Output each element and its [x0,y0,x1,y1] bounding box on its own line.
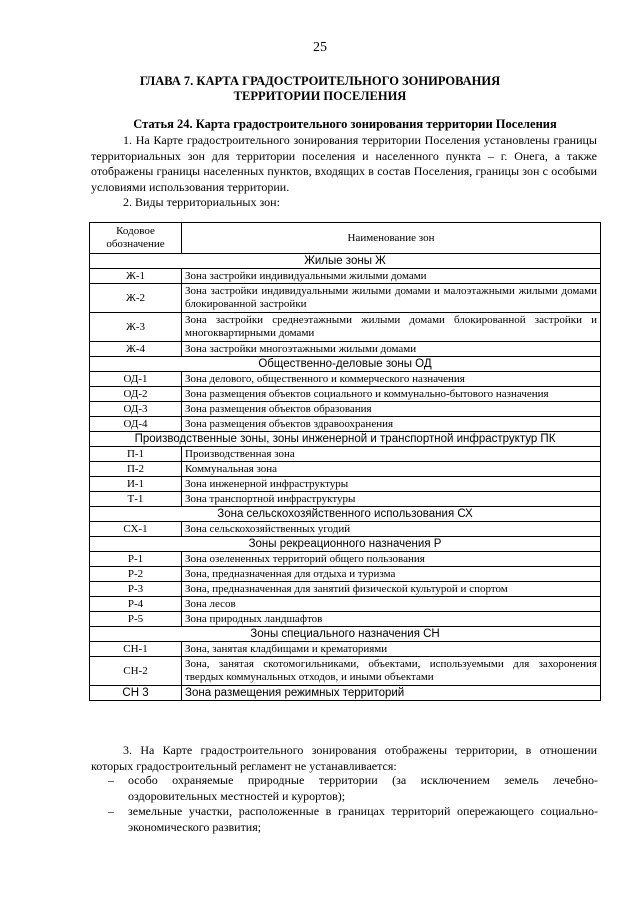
zones-table-body [90,254,601,701]
zone-name: Зона озелененных территорий общего пользования [182,552,601,567]
table-row [90,342,601,357]
dash-marker: – [108,804,114,818]
zone-name: Зона размещения режимных территорий [182,686,601,701]
zone-code: ОД-3 [90,402,182,417]
zones-table [89,222,601,701]
zone-name: Зона сельскохозяйственных угодий [182,522,601,537]
paragraph-3: 3. На Карте градостроительного зонирования отображены территории, в отношении которых градостроительный регламент не устанавливается: [91,743,597,773]
zone-name: Зона инженерной инфраструктуры [182,477,601,492]
zone-code: Р-2 [90,567,182,582]
zone-code: Р-3 [90,582,182,597]
zone-group-row [90,507,601,522]
table-row [90,402,601,417]
zone-name: Зона лесов [182,597,601,612]
table-row [90,597,601,612]
zone-code: ОД-4 [90,417,182,432]
table-row [90,582,601,597]
zone-code: Ж-4 [90,342,182,357]
zone-code: ОД-2 [90,387,182,402]
zone-code: Ж-2 [90,284,182,313]
paragraph-2: 2. Виды территориальных зон: [123,195,280,209]
zone-code: П-1 [90,447,182,462]
zone-name: Зона застройки среднеэтажными жилыми домами блокированной застройки и многоквартирными домами [182,313,601,342]
zone-name: Зона размещения объектов образования [182,402,601,417]
table-row [90,269,601,284]
table-row [90,417,601,432]
table-row [90,447,601,462]
zone-group-title: Зоны специального назначения СН [90,627,601,642]
zone-code: Ж-3 [90,313,182,342]
zone-name: Зона, предназначенная для отдыха и туризма [182,567,601,582]
zone-name: Зона, занятая кладбищами и крематориями [182,642,601,657]
zone-code: СН 3 [90,686,182,701]
article-title: Статья 24. Карта градостроительного зонирования территории Поселения [133,117,557,131]
paragraph-1: 1. На Карте градостроительного зонирования территории Поселения установлены границы территориальных зон для территории поселения и населенного пункта – г. Онега, а также отображены границы населенных пунктов, входящих в состав Поселения, границы зон с особыми условиями использования территории. [91,133,597,194]
zone-group-row [90,432,601,447]
zone-code: Р-1 [90,552,182,567]
zone-code: Ж-1 [90,269,182,284]
zone-group-row [90,254,601,269]
table-row [90,284,601,313]
table-row [90,387,601,402]
zone-name: Коммунальная зона [182,462,601,477]
zone-name: Зона размещения объектов социального и коммунально-бытового назначения [182,387,601,402]
zone-group-title: Зона сельскохозяйственного использования СХ [90,507,601,522]
zone-code: П-2 [90,462,182,477]
table-row [90,492,601,507]
zone-name: Производственная зона [182,447,601,462]
zone-code: СН-2 [90,657,182,686]
zone-name: Зона, занятая скотомогильниками, объектами, используемыми для захоронения твердых коммунальных отходов, и иными объектами [182,657,601,686]
table-row [90,477,601,492]
zone-group-row [90,627,601,642]
bullet-list [108,773,598,835]
zone-code: ОД-1 [90,372,182,387]
zone-name: Зона, предназначенная для занятий физической культурой и спортом [182,582,601,597]
table-row [90,686,601,701]
zone-name: Зона размещения объектов здравоохранения [182,417,601,432]
zone-group-title: Общественно-деловые зоны ОД [90,357,601,372]
zone-group-row [90,537,601,552]
zone-name: Зона застройки индивидуальными жилыми домами и малоэтажными жилыми домами блокированной застройки [182,284,601,313]
bullet-text: особо охраняемые природные территории (за исключением земель лечебно-оздоровительных местностей и курортов); [128,773,598,803]
zone-code: СХ-1 [90,522,182,537]
zone-code: СН-1 [90,642,182,657]
table-row [90,372,601,387]
zone-group-title: Производственные зоны, зоны инженерной и транспортной инфраструктур ПК [90,432,601,447]
table-header-name: Наименование зон [182,223,601,254]
zone-name: Зона застройки индивидуальными жилыми домами [182,269,601,284]
table-row [90,552,601,567]
table-row [90,612,601,627]
zone-group-title: Зоны рекреационного назначения Р [90,537,601,552]
bullet-item [108,773,598,804]
zone-group-title: Жилые зоны Ж [90,254,601,269]
table-row [90,313,601,342]
table-row [90,657,601,686]
bullet-item [108,804,598,835]
page-number: 25 [313,40,327,55]
zone-code: И-1 [90,477,182,492]
bullet-text: земельные участки, расположенные в границах территорий опережающего социально-экономического развития; [128,804,598,834]
zone-code: Р-4 [90,597,182,612]
table-row [90,642,601,657]
table-header-code: Кодовое обозначение [90,223,182,254]
dash-marker: – [108,773,114,787]
zone-name: Зона транспортной инфраструктуры [182,492,601,507]
table-row [90,462,601,477]
zone-name: Зона природных ландшафтов [182,612,601,627]
chapter-title: ГЛАВА 7. КАРТА ГРАДОСТРОИТЕЛЬНОГО ЗОНИРОВАНИЯ ТЕРРИТОРИИ ПОСЕЛЕНИЯ [139,74,501,103]
zone-code: Р-5 [90,612,182,627]
table-row [90,567,601,582]
zone-group-row [90,357,601,372]
zone-name: Зона делового, общественного и коммерческого назначения [182,372,601,387]
zone-name: Зона застройки многоэтажными жилыми домами [182,342,601,357]
zone-code: Т-1 [90,492,182,507]
table-row [90,522,601,537]
